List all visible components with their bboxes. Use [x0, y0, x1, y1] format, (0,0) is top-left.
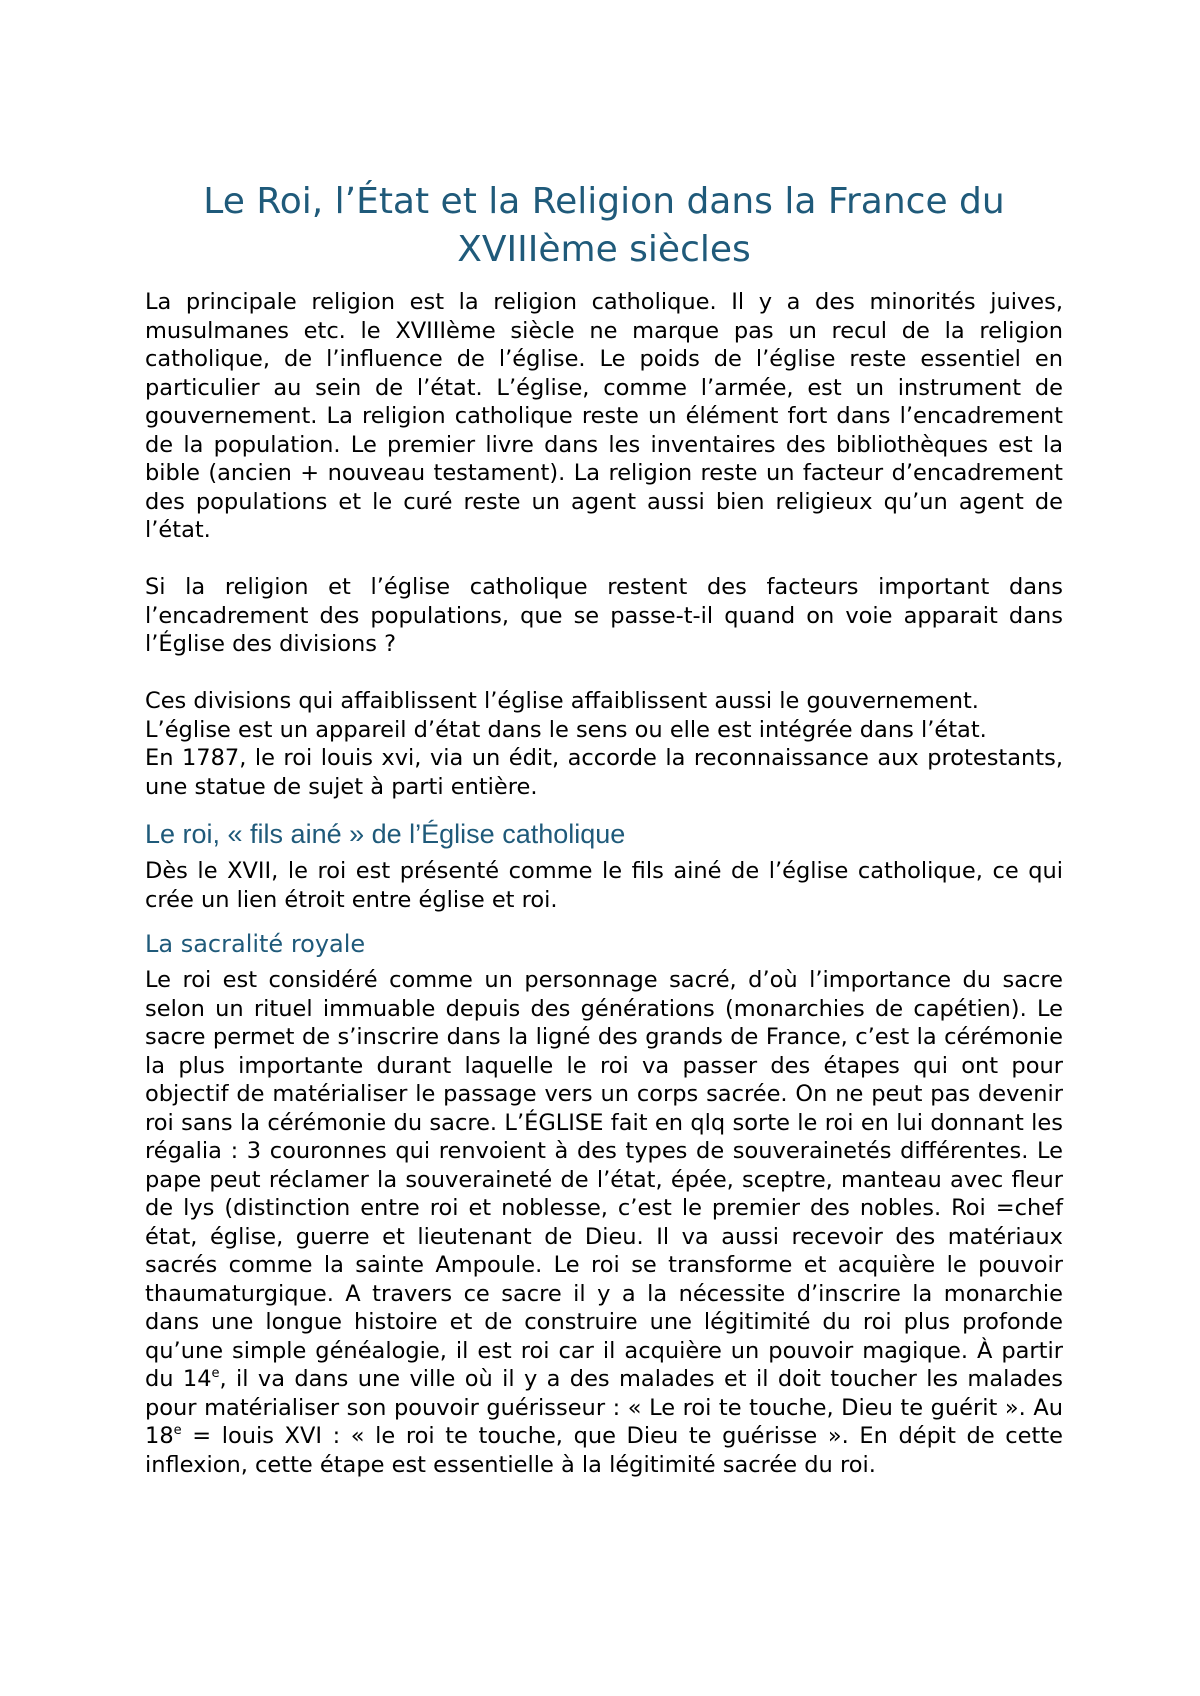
paragraph-spacer — [145, 659, 1063, 688]
superscript-e: e — [173, 1423, 182, 1438]
document-title: Le Roi, l’État et la Religion dans la France du XVIIIème siècles — [203, 181, 1005, 270]
intro-paragraph-1: La principale religion est la religion catholique. Il y a des minorités juives, musulmanes etc. le XVIIIème siècle ne marque pas un recul de la religion catholique, de l’influence de l’église. Le poids de l’église reste essentiel en particulier au sein de l’état. L’église, comme l’armée, est un instrument de gouvernement. La religion catholique reste un élément fort dans l’encadrement de la population. Le premier livre dans les inventaires des bibliothèques est la bible (ancien + nouveau testament). La religion reste un facteur d’encadrement des populations et le curé reste un agent aussi bien religieux qu’un agent de l’état. — [145, 289, 1063, 543]
section-sacralite-paragraph — [145, 966, 1063, 1479]
superscript-e: e — [211, 1366, 220, 1381]
intro-paragraph-4: L’église est un appareil d’état dans le sens ou elle est intégrée dans l’état. — [145, 716, 987, 743]
paragraph-text-part: , il va dans une ville où il y a des malades et il doit toucher les malades pour matérialiser son pouvoir guérisseur : « Le roi te touche, Dieu te guérit ». Au 18 — [145, 1366, 1063, 1449]
intro-paragraph-5: En 1787, le roi louis xvi, via un édit, accorde la reconnaissance aux protestants, une statue de sujet à parti entière. — [145, 745, 1063, 800]
paragraph-text-part: = louis XVI : « le roi te touche, que Dieu te guérisse ». En dépit de cette inflexion, cette étape est essentielle à la légitimité sacrée du roi. — [145, 1423, 1063, 1478]
section-heading-sacralite: La sacralité royale — [145, 930, 366, 958]
section-fils-aine-paragraph: Dès le XVII, le roi est présenté comme le fils ainé de l’église catholique, ce qui crée un lien étroit entre église et roi. — [145, 858, 1063, 913]
paragraph-text-part: Le roi est considéré comme un personnage sacré, d’où l’importance du sacre selon un rituel immuable depuis des générations (monarchies de capétien). Le sacre permet de s’inscrire dans la ligné des grands de France, c’est la cérémonie la plus importante durant laquelle le roi va passer des étapes qui ont pour objectif de matérialiser le passage vers un corps sacrée. On ne peut pas devenir roi sans la cérémonie du sacre. L’ÉGLISE fait en qlq sorte le roi en lui donnant les régalia : 3 couronnes qui renvoient à des types de souverainetés différentes. Le pape peut réclamer la souveraineté de l’état, épée, sceptre, manteau avec fleur de lys (distinction entre roi et noblesse, c’est le premier des nobles. Roi =chef état, église, guerre et lieutenant de Dieu. Il va aussi recevoir des matériaux sacrés comme la sainte Ampoule. Le roi se transforme et acquière le pouvoir thaumaturgique. A travers ce sacre il y a la nécessite d’inscrire la monarchie dans une longue histoire et de construire une légitimité du roi plus profonde qu’une simple généalogie, il est roi car il acquière un pouvoir magique. À partir du 14 — [145, 967, 1063, 1392]
intro-paragraph-2: Si la religion et l’église catholique restent des facteurs important dans l’encadrement des populations, que se passe-t-il quand on voie apparait dans l’Église des divisions ? — [145, 574, 1063, 657]
paragraph-spacer — [145, 545, 1063, 574]
document-content — [145, 178, 1063, 1479]
section-heading-fils-aine: Le roi, « fils ainé » de l’Église catholique — [145, 819, 626, 849]
intro-paragraph-3: Ces divisions qui affaiblissent l’église affaiblissent aussi le gouvernement. — [145, 688, 979, 714]
